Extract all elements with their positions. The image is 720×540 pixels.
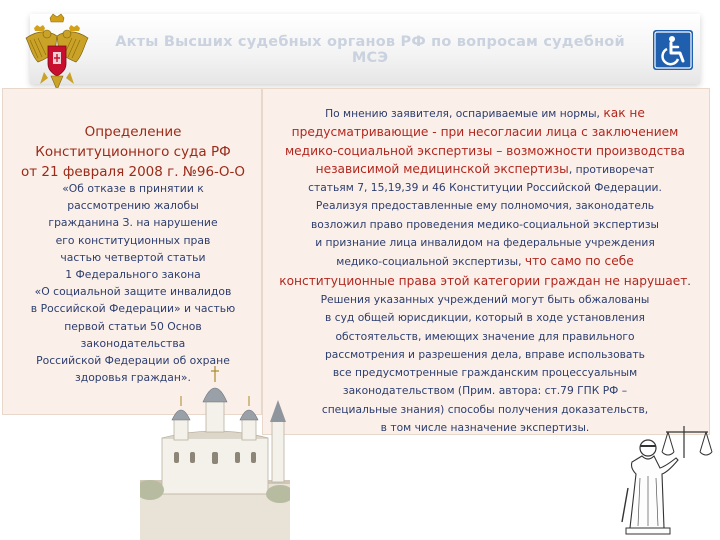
body-line: его конституционных прав xyxy=(55,233,211,247)
body-line: Российской Федерации об охране xyxy=(36,354,230,368)
body-line: рассмотрению жалобы xyxy=(67,199,199,213)
kremlin-cathedral-illustration xyxy=(140,360,290,540)
body-line: статьям 7, 15,19,39 и 46 Конституции Российской Федерации. xyxy=(308,181,662,195)
body-line: первой статьи 50 Основ xyxy=(64,319,202,333)
body-line: частью четвертой статьи xyxy=(60,250,206,264)
body-line: возложил право проведения медико-социальной экспертизы xyxy=(310,217,659,231)
page-title: Акты Высших судебных органов РФ по вопросам судебной МСЭ xyxy=(115,34,625,66)
body-segment: . xyxy=(687,274,691,288)
body-segment: , противоречат xyxy=(568,162,655,176)
body-line: рассмотрения и разрешения дела, вправе использовать xyxy=(325,347,645,361)
body-line: «О социальной защите инвалидов xyxy=(34,285,232,299)
body-line: здоровья граждан». xyxy=(75,371,191,385)
body-segment: медико-социальной экспертизы, xyxy=(336,255,525,269)
body-line: «Об отказе в принятии к xyxy=(62,182,204,195)
emphasis-line: медико-социальной экспертизы – возможности производства xyxy=(284,143,686,158)
body-line: в том числе назначение экспертизы. xyxy=(380,421,590,435)
left-heading xyxy=(10,122,256,182)
lady-justice-illustration xyxy=(618,418,718,540)
emphasis-segment: что само по себе xyxy=(524,254,634,269)
body-line: обстоятельств, имеющих значение для правильного xyxy=(335,329,635,343)
body-segment: По мнению заявителя, оспариваемые им нормы, xyxy=(325,107,604,120)
heading-line: Конституционного суда РФ xyxy=(35,144,231,160)
body-line: и признание лица инвалидом на федеральные учреждения xyxy=(315,236,655,250)
emphasis-line: предусматривающие - при несогласии лица с заключением xyxy=(291,125,679,140)
body-line: гражданина З. на нарушение xyxy=(48,216,218,230)
body-line: в суд общей юрисдикции, который в ходе установления xyxy=(325,311,645,325)
wheelchair-accessibility-icon xyxy=(653,30,693,70)
left-body-text xyxy=(8,180,258,386)
right-body-text xyxy=(262,104,708,437)
body-line: в Российской Федерации» и частью xyxy=(30,302,236,316)
body-line: законодательства xyxy=(80,336,186,350)
emphasis-segment: конституционные права этой категории граждан не нарушает xyxy=(279,273,688,288)
body-line: законодательством (Прим. автора: ст.79 ГПК РФ – xyxy=(342,384,628,398)
body-line: Решения указанных учреждений могут быть обжалованы xyxy=(320,292,650,306)
emphasis-segment: как не xyxy=(603,106,645,120)
heading-line: от 21 февраля 2008 г. №96-О-О xyxy=(20,164,246,180)
body-line: 1 Федерального закона xyxy=(65,268,201,282)
emphasis-segment: независимой медицинской экспертизы xyxy=(315,161,569,176)
body-line: Реализуя предоставленные ему полномочия, законодатель xyxy=(315,199,655,213)
body-line: все предусмотренные гражданским процессуальным xyxy=(332,366,638,380)
heading-line: Определение xyxy=(84,124,182,140)
body-line: специальные знания) способы получения доказательств, xyxy=(321,402,649,416)
